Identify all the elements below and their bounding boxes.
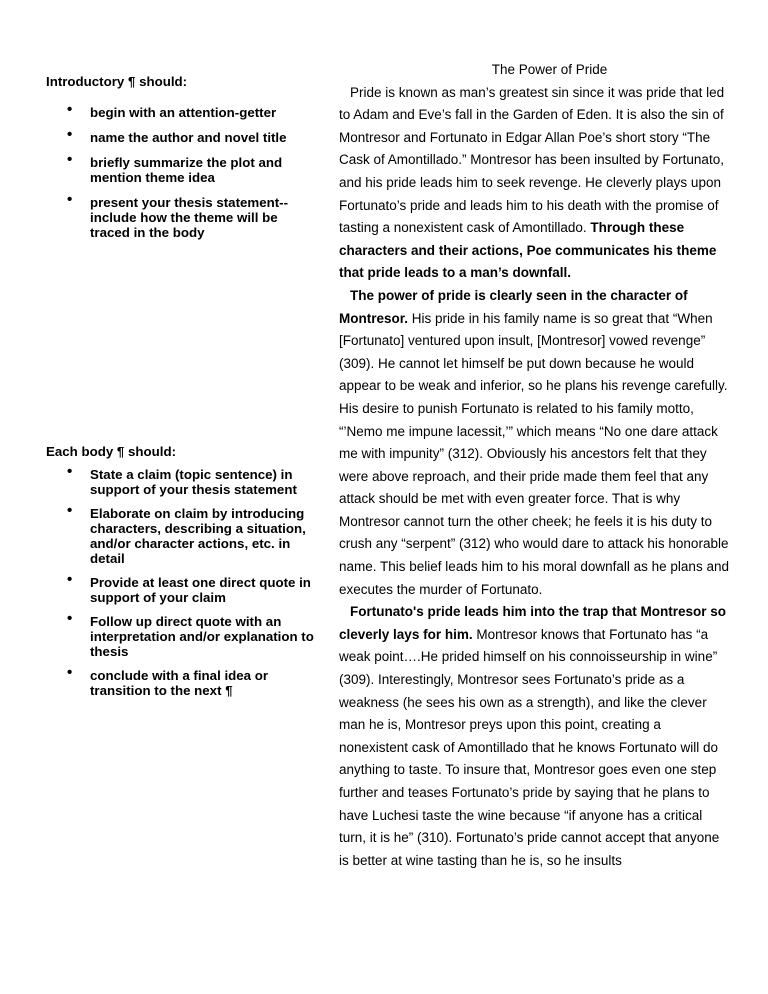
essay-paragraph-body-1	[339, 285, 729, 601]
intro-text: Pride is known as man’s greatest sin since it was pride that led to Adam and Eve’s fall in the Garden of Eden. It is also the sin of Montresor and Fortunato in Edgar Allan Poe’s short story “The Cask of Amontillado.” Montresor has been insulted by Fortunato, and his pride leads him to seek revenge. He cleverly plays upon Fortunato’s pride and leads him to his death with the promise of tasting a nonexistent cask of Amontillado.	[339, 84, 725, 236]
body-heading: Each body ¶ should:	[46, 444, 177, 459]
body-item-5: • conclude with a final idea or transition to the next ¶	[46, 668, 321, 698]
intro-item-2: • name the author and novel title	[46, 130, 321, 145]
intro-item-3: • briefly summarize the plot and mention theme idea	[46, 155, 321, 185]
essay-paragraph-intro	[339, 82, 729, 285]
body-item-1: • State a claim (topic sentence) in support of your thesis statement	[46, 467, 321, 497]
intro-item-1: • begin with an attention-getter	[46, 105, 321, 120]
body-item-4: • Follow up direct quote with an interpretation and/or explanation to thesis	[46, 614, 321, 659]
thesis-statement: Through these characters and their actions, Poe communicates his theme that pride leads to a man’s downfall.	[339, 220, 717, 281]
topic-sentence-1: The power of pride is clearly seen in the character of Montresor.	[339, 287, 688, 326]
body-requirements	[46, 444, 321, 707]
essay-paragraph-body-2	[339, 601, 729, 872]
body-2-text: Montresor knows that Fortunato has “a weak point….He prided himself on his connoisseurship in wine” (309). Interestingly, Montresor sees Fortunato’s pride as a weakness (he sees his own as a strength), and like the clever man he is, Montresor preys upon this point, creating a nonexistent cask of Amontillado that he knows Fortunato will do anything to taste. To insure that, Montresor goes even one step further and teases Fortunato’s pride by saying that he plans to have Luchesi taste the wine because “if anyone has a critical turn, it is he” (310). Fortunato’s pride cannot accept that anyone is better at wine tasting than he is, so he insults	[339, 626, 720, 868]
essay	[339, 59, 729, 872]
intro-requirements	[46, 74, 321, 250]
body-item-2: • Elaborate on claim by introducing characters, describing a situation, and/or character actions, etc. in detail	[46, 506, 321, 566]
essay-title: The Power of Pride	[491, 62, 608, 77]
intro-list	[46, 105, 321, 240]
topic-sentence-2: Fortunato's pride leads him into the trap that Montresor so cleverly lays for him.	[339, 604, 726, 642]
intro-heading: Introductory ¶ should:	[46, 74, 188, 89]
body-1-text: His pride in his family name is so great that “When [Fortunato] ventured upon insult, [Montresor] vowed revenge” (309). He cannot let himself be put down because he would appear to be weak and inferior, so he plans his revenge carefully. His desire to punish Fortunato is related to his family motto, “’Nemo me impune lacessit,’” which means “No one dare attack me with impunity” (312). Obviously his ancestors felt that they were above reproach, and their pride made them feel that any attack should be met with even greater force. That is why Montresor cannot turn the other cheek; he feels it is his duty to crush any “serpent” (312) who would dare to attack his honorable name. This belief leads him to his moral downfall as he plans and executes the murder of Fortunato.	[339, 310, 729, 597]
body-list	[46, 467, 321, 698]
intro-item-4: • present your thesis statement--include how the theme will be traced in the body	[46, 195, 321, 240]
body-item-3: • Provide at least one direct quote in support of your claim	[46, 575, 321, 605]
